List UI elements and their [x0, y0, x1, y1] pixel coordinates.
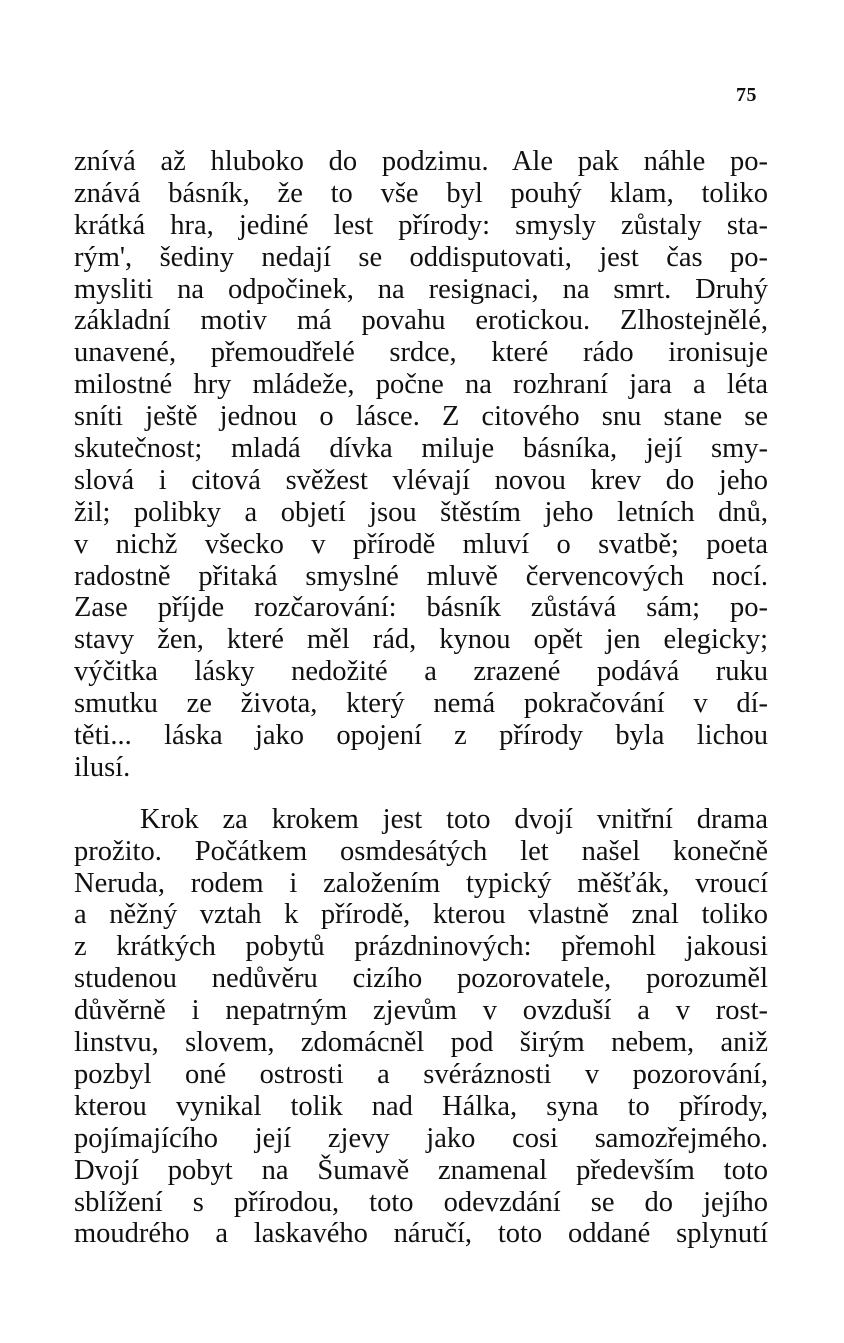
text-line: pojímajícího její zjevy jako cosi samozřejmého. — [74, 1122, 768, 1154]
text-line: Krok za krokem jest toto dvojí vnitřní drama — [140, 803, 768, 835]
text-line: kterou vynikal tolik nad Hálka, syna to přírody, — [74, 1090, 768, 1122]
text-line: stavy žen, které měl rád, kynou opět jen elegicky; — [74, 624, 768, 656]
text-line: linstvu, slovem, zdomácněl pod širým nebem, aniž — [74, 1027, 768, 1059]
text-line: a něžný vztah k přírodě, kterou vlastně znal toliko — [74, 899, 768, 931]
page-text — [74, 146, 768, 1250]
text-line: ilusí. — [74, 751, 131, 783]
text-line: důvěrně i nepatrným zjevům v ovzduší a v rost- — [74, 995, 768, 1027]
text-line: studenou nedůvěru cizího pozorovatele, porozuměl — [74, 963, 768, 995]
text-line: v nichž všecko v přírodě mluví o svatbě; poeta — [74, 528, 768, 560]
text-line: sníti ještě jednou o lásce. Z citového snu stane se — [74, 401, 768, 433]
text-line: výčitka lásky nedožité a zrazené podává ruku — [74, 656, 768, 688]
text-line: z krátkých pobytů prázdninových: přemohl jakousi — [74, 931, 768, 963]
text-line: základní motiv má povahu erotickou. Zlhostejnělé, — [74, 305, 768, 337]
text-line: Dvojí pobyt na Šumavě znamenal především toto — [74, 1154, 768, 1186]
text-line: znívá až hluboko do podzimu. Ale pak náhle po- — [74, 146, 768, 177]
text-line: prožito. Počátkem osmdesátých let našel konečně — [74, 835, 768, 867]
paragraph-2 — [74, 804, 768, 1250]
text-line: sblížení s přírodou, toto odevzdání se do jejího — [74, 1186, 768, 1218]
text-line: Zase příjde rozčarování: básník zůstává sám; po- — [74, 592, 768, 624]
text-line: radostně přitaká smyslné mluvě červencových nocí. — [74, 560, 768, 592]
text-line: slová i citová svěžest vlévají novou krev do jeho — [74, 464, 768, 496]
text-line: rým', šediny nedají se oddisputovati, jest čas po- — [74, 241, 768, 273]
text-line: žil; polibky a objetí jsou štěstím jeho letních dnů, — [74, 496, 768, 528]
text-line: milostné hry mládeže, počne na rozhraní jara a léta — [74, 369, 768, 401]
page-number: 75 — [736, 84, 757, 106]
text-line: mysliti na odpočinek, na resignaci, na smrt. Druhý — [74, 273, 768, 305]
text-line: moudrého a laskavého náručí, toto oddané splynutí — [74, 1218, 768, 1250]
paragraph-gap — [74, 784, 768, 804]
text-line: smutku ze života, který nemá pokračování v dí- — [74, 688, 768, 720]
text-line: skutečnost; mladá dívka miluje básníka, její smy- — [74, 433, 768, 465]
text-line: pozbyl oné ostrosti a svéráznosti v pozorování, — [74, 1058, 768, 1090]
text-line: znává básník, že to vše byl pouhý klam, toliko — [74, 177, 768, 209]
text-line: těti... láska jako opojení z přírody byla lichou — [74, 720, 768, 752]
text-line: krátká hra, jediné lest přírody: smysly zůstaly sta- — [74, 209, 768, 241]
text-line: unavené, přemoudřelé srdce, které rádo ironisuje — [74, 337, 768, 369]
text-line: Neruda, rodem i založením typický měšťák, vroucí — [74, 867, 768, 899]
paragraph-1 — [74, 146, 768, 784]
